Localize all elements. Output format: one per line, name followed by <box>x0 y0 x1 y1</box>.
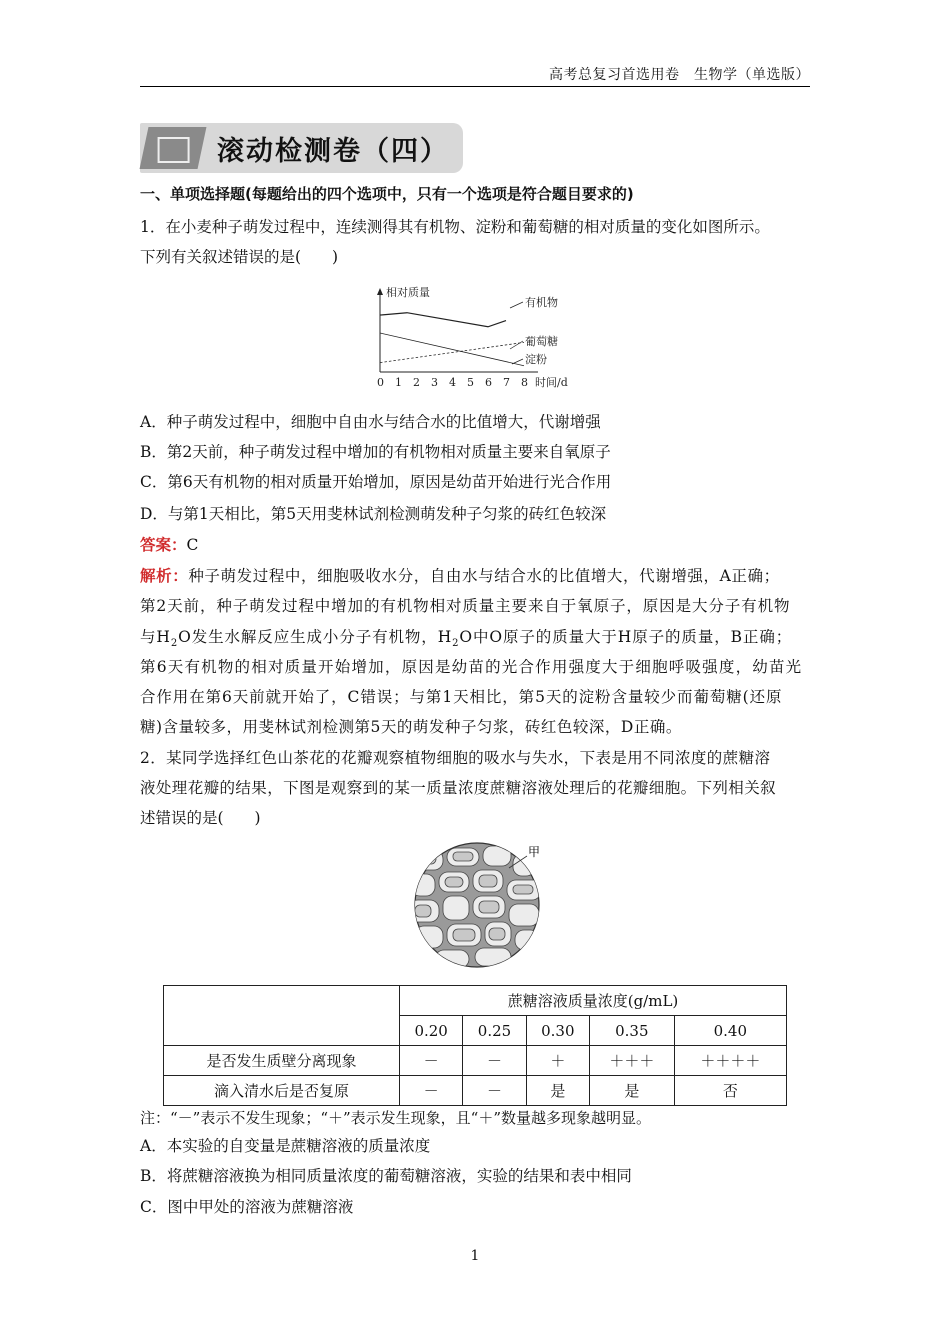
series-leader-0 <box>510 302 523 308</box>
banner-book-icon <box>140 127 207 169</box>
analysis-label: 解析： <box>140 566 189 585</box>
q2-option-a: A．本实验的自变量是蔗糖溶液的质量浓度 <box>140 1137 431 1155</box>
series-label-1: 葡萄糖 <box>525 335 558 348</box>
conc-3: 0.35 <box>589 1016 674 1046</box>
section-title: 一、单项选择题(每题给出的四个选项中，只有一个选项是符合题目要求的) <box>140 185 634 203</box>
sucrose-table <box>163 985 787 1106</box>
q1-analysis-line1: 解析：种子萌发过程中，细胞吸收水分，自由水与结合水的比值增大，代谢增强，A正确； <box>140 566 780 585</box>
x-tick-label: 8 <box>521 376 528 389</box>
q1-stem-line2: 下列有关叙述错误的是( ) <box>140 248 339 266</box>
q1-option-d: D．与第1天相比，第5天用斐林试剂检测萌发种子匀浆的砖红色较深 <box>140 505 607 523</box>
q1-analysis-line6: 糖)含量较多，用斐林试剂检测第5天的萌发种子匀浆，砖红色较深，D正确。 <box>140 718 682 736</box>
x-tick-label: 1 <box>395 376 402 389</box>
x-tick-label: 4 <box>449 376 456 389</box>
y-axis-arrow <box>377 288 383 295</box>
q1-option-a: A．种子萌发过程中，细胞中自由水与结合水的比值增大，代谢增强 <box>140 413 601 431</box>
series-line-0 <box>380 313 506 327</box>
x-tick-label: 2 <box>413 376 420 389</box>
table-header: 蔗糖溶液质量浓度(g/mL) <box>400 986 787 1016</box>
table-row: 滴入清水后是否复原 － － 是 是 否 <box>164 1076 787 1106</box>
q2-option-c: C．图中甲处的溶液为蔗糖溶液 <box>140 1198 354 1216</box>
series-leader-2 <box>512 359 523 364</box>
petal-cell-figure <box>405 840 555 970</box>
q1-option-c: C．第6天有机物的相对质量开始增加，原因是幼苗开始进行光合作用 <box>140 473 612 491</box>
row-label: 是否发生质壁分离现象 <box>164 1046 400 1076</box>
conc-4: 0.40 <box>674 1016 786 1046</box>
page-number: 1 <box>470 1248 480 1264</box>
page-header: 高考总复习首选用卷 生物学（单选版） <box>549 67 810 83</box>
conc-1: 0.25 <box>463 1016 526 1046</box>
series-leader-1 <box>510 341 523 349</box>
x-tick-label: 6 <box>485 376 492 389</box>
q2-stem-line2: 液处理花瓣的结果，下图是观察到的某一质量浓度蔗糖溶液处理后的花瓣细胞。下列相关叙 <box>140 779 777 797</box>
table-note: 注：“－”表示不发生现象；“＋”表示发生现象，且“＋”数量越多现象越明显。 <box>140 1109 652 1127</box>
conc-2: 0.30 <box>526 1016 589 1046</box>
series-label-0: 有机物 <box>525 296 558 309</box>
x-tick-label: 7 <box>503 376 510 389</box>
series-label-2: 淀粉 <box>525 353 547 366</box>
conc-0: 0.20 <box>400 1016 463 1046</box>
x-tick-label: 0 <box>377 376 384 389</box>
table-corner <box>164 986 400 1046</box>
q1-stem-line1: 1．在小麦种子萌发过程中，连续测得其有机物、淀粉和葡萄糖的相对质量的变化如图所示。 <box>140 218 770 236</box>
y-axis-label: 相对质量 <box>386 286 430 299</box>
q1-analysis-line4: 第6天有机物的相对质量开始增加，原因是幼苗的光合作用强度大于细胞呼吸强度，幼苗光 <box>140 658 803 676</box>
q1-analysis-line5: 合作用在第6天前就开始了，C错误；与第1天相比，第5天的淀粉含量较少而葡萄糖(还原 <box>140 688 783 706</box>
x-axis-label: 时间/d <box>535 376 568 389</box>
q1-analysis-line3: 与$H_2O$发生水解反应生成小分子有机物，$H_2O$中O原子的质量大于H原子的质量，B正确； <box>140 628 793 650</box>
header-rule <box>140 86 810 87</box>
title-banner <box>140 123 463 173</box>
q2-option-b: B．将蔗糖溶液换为相同质量浓度的葡萄糖溶液，实验的结果和表中相同 <box>140 1167 632 1185</box>
q1-line-chart <box>360 280 590 392</box>
page-title: 滚动检测卷（四） <box>217 136 449 167</box>
answer-label: 答案： <box>140 535 187 554</box>
q1-answer <box>140 535 198 555</box>
table-row: 是否发生质壁分离现象 － － ＋ ＋＋＋ ＋＋＋＋ <box>164 1046 787 1076</box>
figure-label-jia: 甲 <box>528 845 541 859</box>
q1-option-b: B．第2天前，种子萌发过程中增加的有机物相对质量主要来自氧原子 <box>140 443 611 461</box>
x-tick-label: 5 <box>467 376 474 389</box>
row-label: 滴入清水后是否复原 <box>164 1076 400 1106</box>
x-tick-label: 3 <box>431 376 438 389</box>
answer-value: C <box>186 536 199 554</box>
series-line-2 <box>380 333 524 366</box>
q2-stem-line1: 2．某同学选择红色山茶花的花瓣观察植物细胞的吸水与失水，下表是用不同浓度的蔗糖溶 <box>140 749 771 767</box>
q2-stem-line3: 述错误的是( ) <box>140 809 261 827</box>
series-line-1 <box>380 342 524 362</box>
q1-analysis-line2: 第2天前，种子萌发过程中增加的有机物相对质量主要来自于氧原子，原因是大分子有机物 <box>140 597 791 615</box>
